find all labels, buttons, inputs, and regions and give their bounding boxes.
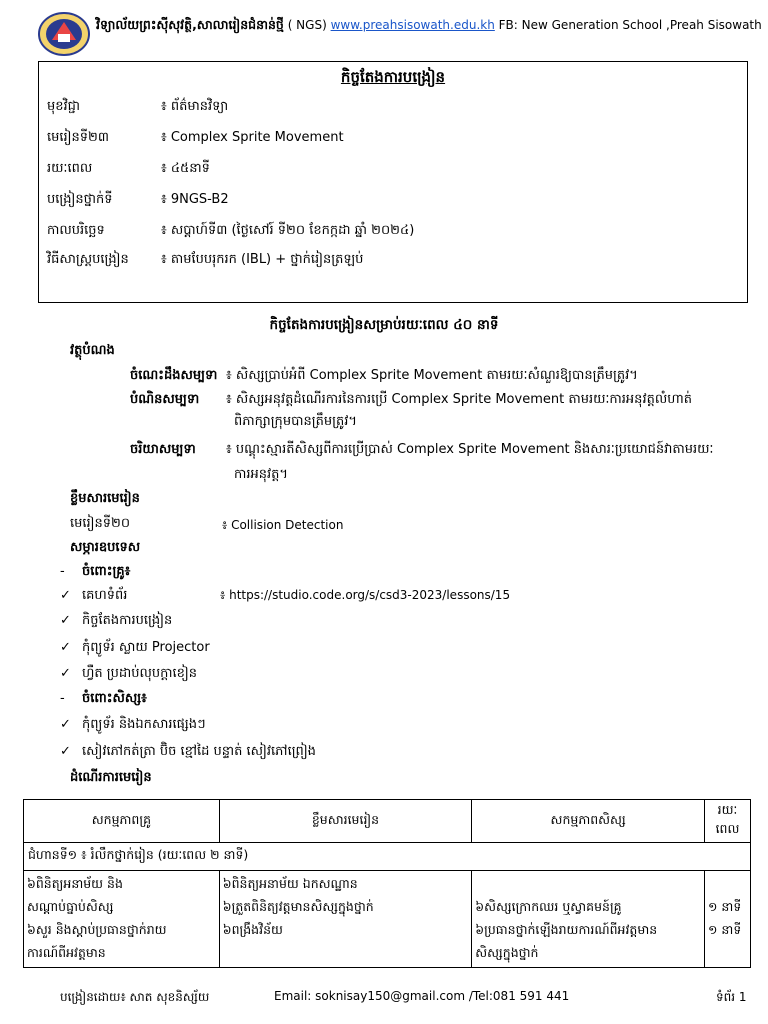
teacher-materials-heading: - ចំពោះគ្រូ៖ xyxy=(60,564,131,579)
info-label: បង្រៀនថ្នាក់ទី xyxy=(47,192,113,207)
time-cell: ១ នាទី ១ នាទី xyxy=(705,871,751,968)
school-website-link[interactable]: www.preahsisowath.edu.kh xyxy=(330,18,495,32)
lesson-process-table xyxy=(23,799,751,968)
section-title: កិច្ចតែងការបង្រៀនសម្រាប់រយៈពេល ៤០ នាទី xyxy=(269,317,499,333)
table-header-row xyxy=(24,800,751,843)
table-row xyxy=(24,871,751,968)
content-heading: ខ្លឹមសារមេរៀន xyxy=(70,491,140,506)
objective-knowledge-text: ៖ សិស្សប្រាប់អំពី Complex Sprite Movement តាមរយៈសំណួរឱ្យបានត្រឹមត្រូវ។ xyxy=(226,368,638,383)
footer-contact: Email: soknisay150@gmail.com /Tel:081 591 441 xyxy=(274,989,570,1003)
info-label: រយៈពេល xyxy=(47,161,93,176)
info-row-duration xyxy=(47,160,210,179)
info-value: ៖ 9NGS-B2 xyxy=(161,192,229,207)
info-label: កាលបរិច្ឆេទ xyxy=(47,223,105,238)
info-row-class xyxy=(47,191,229,210)
page-number: ទំព័រ 1 xyxy=(716,990,747,1004)
material-item: ✓ កុំព្យូទ័រ និងឯកសារផ្សេងៗ xyxy=(60,717,206,732)
objective-attitude-text: ៖ បណ្ដុះស្មារតីសិស្សពីការប្រើប្រាស់ Complex Sprite Movement និងសារៈប្រយោជន៍វាតាមរយៈ xyxy=(226,442,714,457)
teacher-activity-cell: ៦ពិនិត្យអនាម័យ និង សណ្ដាប់ធ្នាប់សិស្ស ៦សួរ និងស្ដាប់ប្រធានថ្នាក់រាយ ការណ៍ពីអវត្តមាន xyxy=(24,871,220,968)
material-item: ✓ កិច្ចតែងការបង្រៀន xyxy=(60,613,173,628)
check-icon: ✓ xyxy=(60,666,71,681)
check-icon: ✓ xyxy=(60,613,71,628)
column-header-time: រយៈ ពេល xyxy=(705,800,751,843)
table-row xyxy=(24,843,751,871)
material-item: ✓ កុំព្យូទ័រ ស្លាយ Projector xyxy=(60,640,210,655)
info-value: ៖ តាមបែបរុករក (IBL) + ថ្នាក់រៀនត្រឡប់ xyxy=(161,252,364,267)
footer-teacher: បង្រៀនដោយ៖ សាត សុខនិស្ស័យ xyxy=(60,990,210,1004)
objective-attitude-text-2: ការអនុវត្ត។ xyxy=(234,467,288,482)
info-row-method xyxy=(47,251,363,270)
info-row-date xyxy=(47,222,414,241)
info-row-lesson xyxy=(47,129,344,148)
objective-knowledge-label: ចំណេះដឹងសម្បទា xyxy=(130,368,218,383)
info-label: មុខវិជ្ជា xyxy=(47,99,81,114)
info-value: ៖ Complex Sprite Movement xyxy=(161,130,344,145)
website-url-link[interactable]: ៖ https://studio.code.org/s/csd3-2023/lessons/15 xyxy=(220,588,511,602)
objective-attitude-label: ចរិយាសម្បទា xyxy=(130,442,196,457)
objective-skill xyxy=(130,391,692,410)
column-header: សកម្មភាពគ្រូ xyxy=(24,800,220,843)
check-icon: ✓ xyxy=(60,588,71,603)
student-materials-heading: - ចំពោះសិស្ស៖ xyxy=(60,691,147,706)
info-value: ៖ សប្ដាហ៍ទី៣ (ថ្ងៃសៅរ៍ ទី២០ ខែកក្កដា ឆ្នាំ ២០២៤) xyxy=(161,223,415,238)
school-abbr: ( NGS) xyxy=(287,18,327,32)
info-label: មេរៀនទី២៣ xyxy=(47,130,109,145)
check-icon: ✓ xyxy=(60,744,71,759)
info-row-subject xyxy=(47,98,228,117)
process-heading: ដំណើរការមេរៀន xyxy=(70,770,152,785)
content-cell: ៦ពិនិត្យអនាម័យ ឯកសណ្ឋាន ៦ត្រួតពិនិត្យវត្តមានសិស្សក្នុងថ្នាក់ ៦ពង្រឹងវិន័យ xyxy=(219,871,472,968)
info-label: វិធីសាស្ត្របង្រៀន xyxy=(47,252,129,267)
stage-title: ជំហានទី១ ៖ រំលឹកថ្នាក់រៀន (រយៈពេល ២ នាទី) xyxy=(24,843,751,871)
column-header: សកម្មភាពសិស្ស xyxy=(472,800,705,843)
objective-skill-text-2: ពិភាក្សាក្រុមបានត្រឹមត្រូវ។ xyxy=(234,414,357,429)
objective-skill-label: បំណិនសម្បទា xyxy=(130,392,200,407)
objectives-heading: វត្ថុបំណង xyxy=(70,343,115,358)
material-item-website: ✓ គេហទំព័រ ៖ https://studio.code.org/s/csd3-2023/lessons/15 xyxy=(60,588,511,603)
info-value: ៖ ៤៥នាទី xyxy=(161,161,210,176)
material-item: ✓ សៀវភៅកត់ត្រា ប៊ិច ខ្មៅដៃ បន្ទាត់ សៀវភៅព្រៀង xyxy=(60,744,316,759)
materials-heading: សម្ភារឧបទេស xyxy=(70,540,141,555)
info-value: ៖ ព័ត៌មានវិទ្យា xyxy=(161,99,229,114)
student-activity-cell: ៦សិស្សក្រោកឈរ ឬស្វាគមន៍គ្រូ ៦ប្រធានថ្នាក់ឡើងរាយការណ៍ពីអវត្តមាន សិស្សក្នុងថ្នាក់ xyxy=(472,871,705,968)
lesson-plan-title: កិច្ចតែងការបង្រៀន xyxy=(340,68,446,86)
school-logo xyxy=(38,12,90,56)
check-icon: ✓ xyxy=(60,640,71,655)
lesson-info-box xyxy=(38,61,748,303)
school-name: វិទ្យាល័យព្រះស៊ីសុវត្ថិ,សាលារៀនជំនាន់ថ្មី xyxy=(96,17,284,32)
school-header xyxy=(96,17,762,36)
lesson-number: មេរៀនទី២០ xyxy=(70,516,131,531)
objective-attitude xyxy=(130,441,714,460)
objective-knowledge xyxy=(130,367,638,386)
facebook-text: FB: New Generation School ,Preah Sisowath xyxy=(498,18,762,32)
column-header: ខ្លឹមសារមេរៀន xyxy=(219,800,472,843)
objective-skill-text: ៖ សិស្សអនុវត្តដំណើរការនៃការប្រើ Complex Sprite Movement តាមរយៈការអនុវត្តលំហាត់ xyxy=(226,392,692,407)
check-icon: ✓ xyxy=(60,717,71,732)
lesson-topic: ៖ Collision Detection xyxy=(222,518,344,532)
material-item: ✓ ហ្វឺត ប្រដាប់លុបក្ដាខៀន xyxy=(60,666,198,681)
